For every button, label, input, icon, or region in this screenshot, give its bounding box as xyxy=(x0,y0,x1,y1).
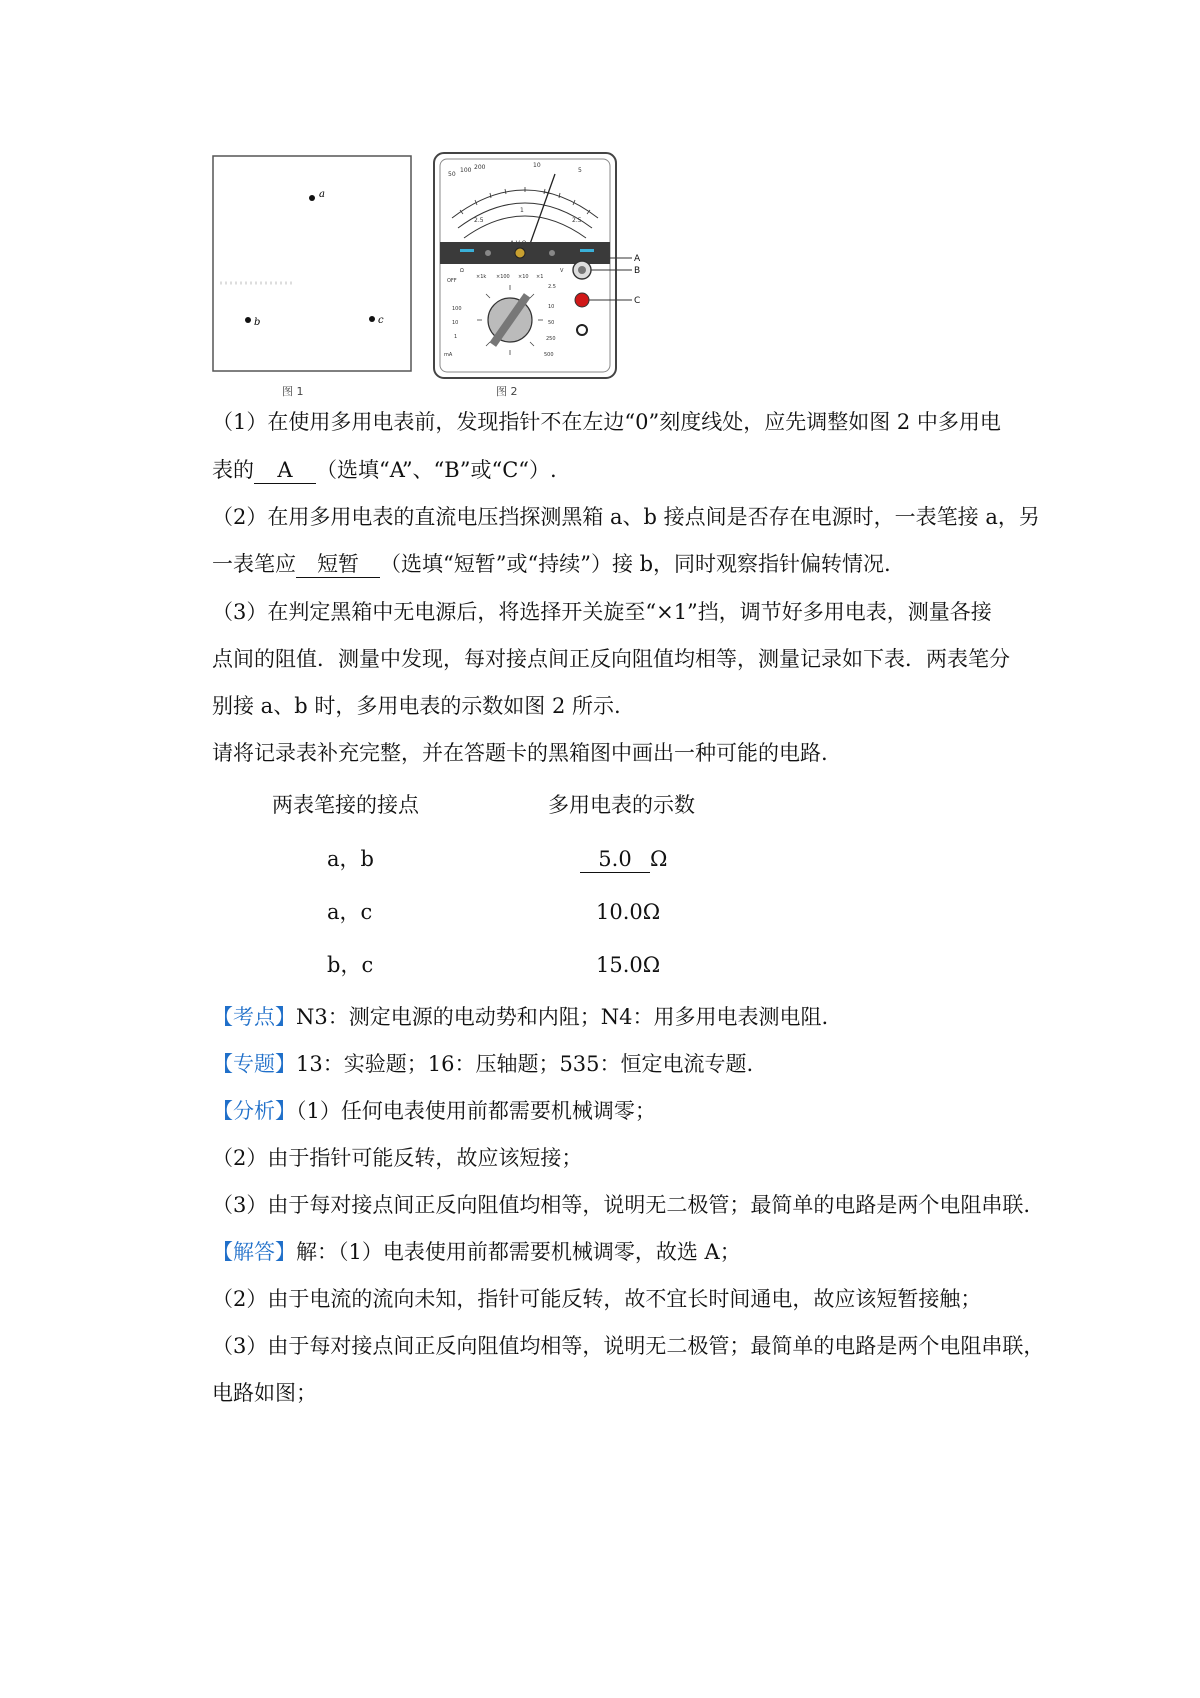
q2-line-2 xyxy=(212,549,891,579)
point-b xyxy=(245,317,251,323)
table-row-1-value xyxy=(580,844,667,874)
point-a xyxy=(309,195,315,201)
table-row-2-pair: a，c xyxy=(327,900,373,924)
dial-label-x100: ×100 xyxy=(496,274,510,280)
callout-B: B xyxy=(634,266,641,276)
kaodian-line xyxy=(212,1002,828,1032)
scale-label-10: 10 xyxy=(533,162,541,169)
label-b: b xyxy=(254,317,261,328)
scale-label-50: 50 xyxy=(448,171,456,178)
dial-label-100: 100 xyxy=(452,306,462,312)
dial-label-250: 250 xyxy=(546,336,556,342)
fenxi-line-2: （2）由于指针可能反转，故应该短接； xyxy=(212,1146,583,1170)
callout-C: C xyxy=(634,296,641,306)
table-header-left: 两表笔接的接点 xyxy=(272,793,419,817)
zero-adjust-screw-A xyxy=(515,248,525,258)
figure-1-black-box xyxy=(212,155,414,375)
jieda-text-1: 解：（1）电表使用前都需要机械调零，故选 A； xyxy=(296,1240,741,1264)
scale-label-2-5-left: 2.5 xyxy=(474,217,484,224)
table-row-3-value: 15.0Ω xyxy=(596,953,661,977)
q2-answer-blank: 短暂 xyxy=(296,551,380,578)
zhuanti-line xyxy=(212,1049,753,1079)
q2-prefix: 一表笔应 xyxy=(212,552,296,576)
scale-label-1: 1 xyxy=(520,207,524,214)
dial-label-1: 1 xyxy=(454,334,458,340)
jieda-line-1 xyxy=(212,1237,741,1267)
dial-label-x1: ×1 xyxy=(536,274,544,280)
jieda-line-3: （3）由于每对接点间正反向阻值均相等，说明无二极管；最简单的电路是两个电阻串联， xyxy=(212,1334,1045,1358)
dial-label-2-5: 2.5 xyxy=(548,284,556,290)
dial-label-off: OFF xyxy=(447,278,457,284)
callout-A: A xyxy=(634,254,641,264)
q3-line-3: 别接 a、b 时，多用电表的示数如图 2 所示. xyxy=(212,694,621,718)
dial-label-ma: mA xyxy=(444,352,453,358)
q1-line-1: （1）在使用多用电表前，发现指针不在左边“0”刻度线处，应先调整如图 2 中多用电 xyxy=(212,410,1001,434)
dial-label-500: 500 xyxy=(544,352,554,358)
q2-line-1: （2）在用多用电表的直流电压挡探测黑箱 a、b 接点间是否存在电源时，一表笔接 a，另 xyxy=(212,505,1040,529)
label-c: c xyxy=(378,315,384,326)
q3-line-1: （3）在判定黑箱中无电源后，将选择开关旋至“×1”挡，调节好多用电表，测量各接 xyxy=(212,600,992,624)
dial-label-10: 10 xyxy=(548,304,555,310)
q2-suffix: （选填“短暂”或“持续”）接 b，同时观察指针偏转情况. xyxy=(380,552,891,576)
fenxi-tag: 【分析】 xyxy=(212,1099,296,1123)
q1-suffix: （选填“A”、“B”或“C“）. xyxy=(316,458,557,482)
q1-prefix: 表的 xyxy=(212,458,254,482)
jieda-line-4: 电路如图； xyxy=(212,1381,317,1405)
table-row-2-value: 10.0Ω xyxy=(596,900,661,924)
scale-label-100: 100 xyxy=(460,167,472,174)
scale-label-2-5-right: 2.5 xyxy=(572,217,582,224)
q3-line-4: 请将记录表补充完整，并在答题卡的黑箱图中画出一种可能的电路. xyxy=(212,741,828,765)
fenxi-line-1 xyxy=(212,1096,656,1126)
q3-line-2: 点间的阻值．测量中发现，每对接点间正反向阻值均相等，测量记录如下表．两表笔分 xyxy=(212,647,1010,671)
kaodian-text: N3：测定电源的电动势和内阻；N4：用多用电表测电阻. xyxy=(296,1005,829,1029)
q1-line-2 xyxy=(212,455,557,485)
q1-answer-blank: A xyxy=(254,457,316,484)
red-jack-C xyxy=(575,293,589,307)
kaodian-tag: 【考点】 xyxy=(212,1005,296,1029)
point-c xyxy=(369,316,375,322)
fenxi-text-1: （1）任何电表使用前都需要机械调零； xyxy=(296,1099,656,1123)
dial-label-10-ma: 10 xyxy=(452,320,459,326)
black-jack xyxy=(577,325,587,335)
label-a: a xyxy=(319,189,325,200)
jieda-line-2: （2）由于电流的流向未知，指针可能反转，故不宜长时间通电，故应该短暂接触； xyxy=(212,1287,982,1311)
table-row-1-unit: Ω xyxy=(650,847,668,871)
zhuanti-tag: 【专题】 xyxy=(212,1052,296,1076)
fenxi-line-3: （3）由于每对接点间正反向阻值均相等，说明无二极管；最简单的电路是两个电阻串联. xyxy=(212,1193,1031,1217)
dial-label-x10: ×10 xyxy=(518,274,529,280)
table-header-right: 多用电表的示数 xyxy=(548,793,695,817)
dial-label-v: V xyxy=(560,268,564,274)
figure-1-caption: 图 1 xyxy=(282,385,304,398)
dial-label-ohm: Ω xyxy=(460,268,464,274)
scale-label-5: 5 xyxy=(578,167,582,174)
zhuanti-text: 13：实验题；16：压轴题；535：恒定电流专题. xyxy=(296,1052,754,1076)
figure-2-caption: 图 2 xyxy=(496,385,518,398)
table-row-1-pair: a，b xyxy=(327,847,374,871)
scale-label-200: 200 xyxy=(474,164,486,171)
figure-2-multimeter xyxy=(430,150,650,382)
dial-label-50: 50 xyxy=(548,320,555,326)
jieda-tag: 【解答】 xyxy=(212,1240,296,1264)
dial-label-x1k: ×1k xyxy=(476,274,487,280)
table-row-1-blank: 5.0 xyxy=(580,846,650,873)
table-row-3-pair: b，c xyxy=(327,953,374,977)
